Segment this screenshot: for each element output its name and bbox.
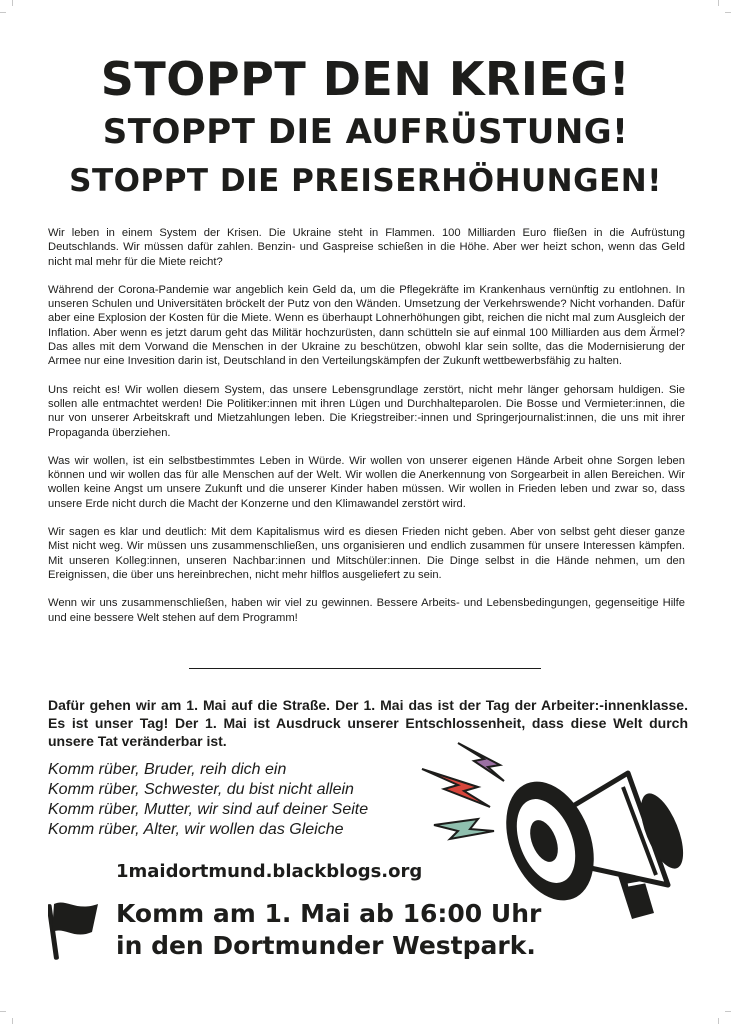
event-line-2: in den Dortmunder Westpark. bbox=[116, 931, 536, 960]
paragraph: Während der Corona-Pandemie war angeblich kein Geld da, um die Pflegekräfte im Krankenhaus vernünftig zu entlohnen. In unseren Schulen und Universitäten bröckelt der Putz von den Wänden. Umsetzung der Verkehrswende? Nicht vorhanden. Dafür aber eine Explosion der Kosten für die Miete. Wenn es überhaupt Lohnerhöhungen gibt, reichen die nicht mal zum Ausgleich der Inflation. Aber wenn es jetzt darum geht das Militär hochzurüsten, dann schütteln sie auf einmal 100 Milliarden aus dem Ärmel? Das alles mit dem Vorwand die Menschen in der Ukraine zu beschützen, obwohl klar sein sollte, das die Modernisierung der Armee nur eine Invesition darin ist, Deutschland in den Verteilungskämpfen der Zukunft wettbewerbsfähig zu halten. bbox=[48, 283, 685, 368]
song-lyrics bbox=[48, 760, 468, 840]
crop-mark bbox=[725, 1011, 731, 1012]
lightning-bolt-icon bbox=[458, 743, 504, 781]
website-url: 1maidortmund.blackblogs.org bbox=[116, 861, 423, 882]
crop-mark bbox=[0, 12, 6, 13]
lyric-line: Komm rüber, Bruder, reih dich ein bbox=[48, 761, 287, 778]
event-announcement bbox=[116, 898, 541, 962]
paragraph: Wenn wir uns zusammenschließen, haben wir viel zu gewinnen. Bessere Arbeits- und Lebensbedingungen, gegenseitige Hilfe und eine bessere Welt stehen auf dem Programm! bbox=[48, 597, 685, 624]
crop-mark bbox=[12, 1018, 13, 1024]
lyric-line: Komm rüber, Schwester, du bist nicht allein bbox=[48, 781, 354, 798]
paragraph: Wir leben in einem System der Krisen. Die Ukraine steht in Flammen. 100 Milliarden Euro fließen in die Aufrüstung Deutschlands. Wir müssen dafür zahlen. Benzin- und Gaspreise schießen in die Höhe. Aber wer heizt schon, wenn das Geld nicht mal mehr für die Miete reicht? bbox=[48, 227, 685, 268]
lyric-line: Komm rüber, Mutter, wir sind auf deiner Seite bbox=[48, 801, 369, 818]
crop-mark bbox=[718, 1018, 719, 1024]
crop-mark bbox=[718, 0, 719, 6]
crop-mark bbox=[12, 0, 13, 6]
headline-line-1: STOPPT DEN KRIEG! bbox=[100, 52, 631, 106]
paragraph: Was wir wollen, ist ein selbstbestimmtes Leben in Würde. Wir wollen von unserer eigenen Hände Arbeit ohne Sorgen leben können und wir wollen das für alle Menschen auf der Welt. Wir wollen die Anerkennung von Sorgearbeit in allen Bereichen. Wir wollen keine Angst um unsere Zukunft und die unserer Kinder haben müssen. Wir wollen in Frieden leben und zwar so, dass unsere Erde nicht durch die Macht der Konzerne und den Klimawandel zerstört wird. bbox=[48, 454, 685, 510]
lightning-bolt-icon bbox=[422, 769, 490, 807]
flag-icon bbox=[48, 900, 100, 960]
crop-mark bbox=[0, 1011, 6, 1012]
headline-line-2: STOPPT DIE AUFRÜSTUNG! bbox=[102, 112, 629, 152]
lightning-bolt-icon bbox=[434, 819, 494, 839]
headline-line-3: STOPPT DIE PREISERHÖHUNGEN! bbox=[69, 163, 662, 199]
body-text bbox=[48, 226, 685, 639]
divider bbox=[189, 668, 541, 669]
lyric-line: Komm rüber, Alter, wir wollen das Gleiche bbox=[48, 821, 344, 838]
call-paragraph: Dafür gehen wir am 1. Mai auf die Straße. Der 1. Mai das ist der Tag der Arbeiter:-innenklasse. Es ist unser Tag! Der 1. Mai ist Ausdruck unserer Entschlossenheit, dass diese Welt durch unsere Tat veränderbar ist. bbox=[48, 697, 688, 749]
event-line-1: Komm am 1. Mai ab 16:00 Uhr bbox=[116, 899, 542, 928]
crop-mark bbox=[725, 12, 731, 13]
paragraph: Uns reicht es! Wir wollen diesem System, das unsere Lebensgrundlage zerstört, nicht mehr länger gehorsam huldigen. Sie sollen alle entmachtet werden! Die Politiker:innen mit ihren Lügen und Durchhalteparolen. Die Bosse und Vermieter:innen, die nur von unserer Arbeitskraft und Mietzahlungen leben. Die Kriegstreiber:-innen und Springerjournalist:innen, die uns mit ihrer Propaganda überziehen. bbox=[48, 383, 685, 439]
paragraph: Wir sagen es klar und deutlich: Mit dem Kapitalismus wird es diesen Frieden nicht geben. Aber von selbst geht dieser ganze Mist nicht weg. Wir müssen uns zusammenschließen, uns organisieren und endlich zusammen für unsere Interessen kämpfen. Mit unseren Kolleg:innen, unseren Nachbar:innen und Mitschüler:innen. Die Dinge selbst in die Hände nehmen, um den Ereignissen, die über uns hereinbrechen, nicht mehr hilflos ausgeliefert zu sein. bbox=[48, 526, 685, 581]
